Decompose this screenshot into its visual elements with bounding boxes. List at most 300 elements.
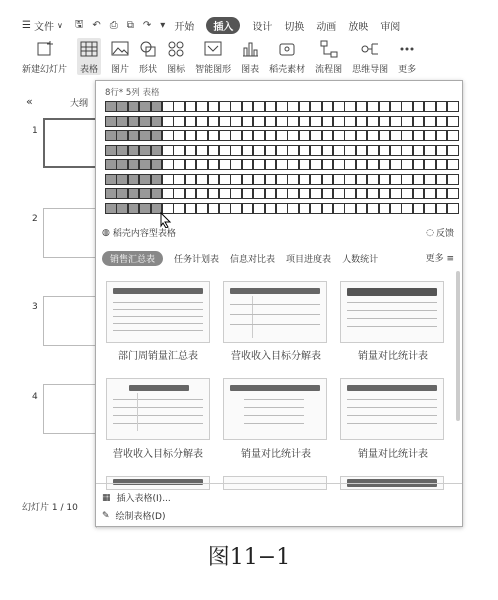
- grid-cell[interactable]: [116, 174, 128, 185]
- grid-cell[interactable]: [424, 203, 436, 214]
- file-menu[interactable]: ☰ 文件 ∨: [22, 19, 63, 33]
- grid-cell[interactable]: [390, 203, 402, 214]
- grid-cell[interactable]: [162, 188, 174, 199]
- grid-cell[interactable]: [230, 101, 242, 112]
- grid-cell[interactable]: [356, 188, 368, 199]
- grid-cell[interactable]: [128, 203, 140, 214]
- grid-cell[interactable]: [333, 101, 345, 112]
- grid-cell[interactable]: [344, 159, 356, 170]
- grid-cell[interactable]: [287, 159, 299, 170]
- grid-cell[interactable]: [390, 116, 402, 127]
- grid-cell[interactable]: [367, 174, 379, 185]
- grid-cell[interactable]: [230, 203, 242, 214]
- grid-cell[interactable]: [379, 203, 391, 214]
- grid-cell[interactable]: [265, 188, 277, 199]
- grid-cell[interactable]: [151, 101, 163, 112]
- grid-cell[interactable]: [139, 159, 151, 170]
- grid-cell[interactable]: [413, 159, 425, 170]
- grid-cell[interactable]: [105, 159, 117, 170]
- grid-cell[interactable]: [128, 101, 140, 112]
- grid-cell[interactable]: [390, 188, 402, 199]
- grid-cell[interactable]: [276, 130, 288, 141]
- grid-cell[interactable]: [299, 130, 311, 141]
- grid-cell[interactable]: [265, 116, 277, 127]
- redo-icon[interactable]: ↷: [142, 19, 152, 31]
- grid-cell[interactable]: [379, 101, 391, 112]
- grid-cell[interactable]: [208, 145, 220, 156]
- grid-cell[interactable]: [128, 159, 140, 170]
- grid-cell[interactable]: [390, 159, 402, 170]
- smart-table-link[interactable]: ◍ 稻壳内容型表格: [102, 227, 176, 239]
- grid-cell[interactable]: [356, 174, 368, 185]
- tab-design[interactable]: 设计: [252, 21, 273, 33]
- picture-button[interactable]: 图片: [111, 38, 129, 75]
- grid-cell[interactable]: [151, 159, 163, 170]
- more-icon: [398, 40, 416, 58]
- grid-cell[interactable]: [436, 159, 448, 170]
- grid-cell[interactable]: [424, 130, 436, 141]
- grid-cell[interactable]: [310, 130, 322, 141]
- new-slide-button[interactable]: 新建幻灯片: [22, 38, 67, 75]
- grid-cell[interactable]: [139, 188, 151, 199]
- grid-cell[interactable]: [265, 145, 277, 156]
- grid-cell[interactable]: [299, 101, 311, 112]
- shape-button[interactable]: 形状: [139, 38, 157, 75]
- grid-cell[interactable]: [436, 145, 448, 156]
- grid-cell[interactable]: [424, 188, 436, 199]
- grid-cell[interactable]: [333, 130, 345, 141]
- grid-cell[interactable]: [413, 174, 425, 185]
- category-tab[interactable]: 任务计划表: [174, 254, 220, 265]
- grid-cell[interactable]: [208, 116, 220, 127]
- grid-cell[interactable]: [356, 159, 368, 170]
- grid-cell[interactable]: [367, 145, 379, 156]
- grid-cell[interactable]: [447, 101, 459, 112]
- grid-cell[interactable]: [333, 174, 345, 185]
- grid-cell[interactable]: [424, 174, 436, 185]
- grid-cell[interactable]: [356, 116, 368, 127]
- grid-cell[interactable]: [424, 101, 436, 112]
- grid-cell[interactable]: [208, 203, 220, 214]
- grid-cell[interactable]: [173, 174, 185, 185]
- grid-cell[interactable]: [105, 116, 117, 127]
- template-thumbnail[interactable]: [223, 281, 327, 343]
- grid-cell[interactable]: [401, 130, 413, 141]
- grid-cell[interactable]: [196, 159, 208, 170]
- grid-cell[interactable]: [105, 145, 117, 156]
- grid-cell[interactable]: [344, 116, 356, 127]
- tab-transition[interactable]: 切换: [284, 21, 305, 33]
- grid-cell[interactable]: [379, 159, 391, 170]
- grid-cell[interactable]: [242, 188, 254, 199]
- tab-animation[interactable]: 动画: [316, 21, 337, 33]
- grid-cell[interactable]: [390, 101, 402, 112]
- grid-cell[interactable]: [356, 203, 368, 214]
- more-templates-button[interactable]: 更多 ≡: [425, 254, 454, 264]
- grid-cell[interactable]: [436, 188, 448, 199]
- grid-cell[interactable]: [116, 101, 128, 112]
- grid-cell[interactable]: [276, 145, 288, 156]
- grid-cell[interactable]: [242, 159, 254, 170]
- collapse-panel-button[interactable]: «: [26, 95, 33, 108]
- grid-cell[interactable]: [379, 130, 391, 141]
- grid-cell[interactable]: [173, 130, 185, 141]
- scrollbar[interactable]: [456, 271, 460, 421]
- grid-cell[interactable]: [139, 203, 151, 214]
- grid-cell[interactable]: [230, 116, 242, 127]
- grid-cell[interactable]: [367, 116, 379, 127]
- grid-cell[interactable]: [322, 188, 334, 199]
- grid-cell[interactable]: [299, 159, 311, 170]
- grid-cell[interactable]: [344, 174, 356, 185]
- save-icon[interactable]: 🖫: [74, 18, 84, 30]
- grid-cell[interactable]: [162, 174, 174, 185]
- grid-cell[interactable]: [196, 130, 208, 141]
- grid-cell[interactable]: [219, 130, 231, 141]
- grid-cell[interactable]: [185, 145, 197, 156]
- grid-cell[interactable]: [185, 188, 197, 199]
- tab-review[interactable]: 审阅: [380, 21, 401, 33]
- grid-cell[interactable]: [276, 203, 288, 214]
- grid-cell[interactable]: [185, 174, 197, 185]
- grid-cell[interactable]: [424, 116, 436, 127]
- category-tab[interactable]: 销售汇总表: [102, 251, 163, 266]
- grid-cell[interactable]: [344, 145, 356, 156]
- grid-cell[interactable]: [276, 174, 288, 185]
- grid-cell[interactable]: [242, 101, 254, 112]
- slide-thumbnail-4[interactable]: [43, 384, 101, 434]
- grid-cell[interactable]: [310, 116, 322, 127]
- template-thumbnail[interactable]: [340, 378, 444, 440]
- grid-cell[interactable]: [230, 145, 242, 156]
- flowchart-button[interactable]: 流程图: [315, 38, 342, 75]
- grid-cell[interactable]: [344, 101, 356, 112]
- grid-cell[interactable]: [253, 203, 265, 214]
- chart-button[interactable]: 图表: [241, 38, 259, 75]
- grid-cell[interactable]: [219, 101, 231, 112]
- grid-cell[interactable]: [265, 101, 277, 112]
- grid-cell[interactable]: [344, 130, 356, 141]
- slide-thumbnail-3[interactable]: [43, 296, 101, 346]
- template-thumbnail[interactable]: [223, 378, 327, 440]
- grid-cell[interactable]: [105, 188, 117, 199]
- grid-cell[interactable]: [356, 101, 368, 112]
- grid-cell[interactable]: [401, 188, 413, 199]
- grid-cell[interactable]: [151, 174, 163, 185]
- grid-cell[interactable]: [173, 116, 185, 127]
- grid-cell[interactable]: [162, 145, 174, 156]
- grid-cell[interactable]: [299, 203, 311, 214]
- grid-cell[interactable]: [436, 203, 448, 214]
- grid-cell[interactable]: [276, 101, 288, 112]
- grid-cell[interactable]: [436, 130, 448, 141]
- grid-cell[interactable]: [242, 145, 254, 156]
- grid-cell[interactable]: [162, 159, 174, 170]
- grid-cell[interactable]: [333, 203, 345, 214]
- grid-cell[interactable]: [242, 203, 254, 214]
- grid-cell[interactable]: [367, 203, 379, 214]
- grid-cell[interactable]: [230, 174, 242, 185]
- grid-cell[interactable]: [390, 130, 402, 141]
- grid-cell[interactable]: [173, 188, 185, 199]
- grid-cell[interactable]: [208, 130, 220, 141]
- print-icon[interactable]: ⎙: [109, 19, 118, 31]
- category-tab[interactable]: 项目进度表: [286, 254, 332, 265]
- grid-cell[interactable]: [105, 174, 117, 185]
- grid-cell[interactable]: [173, 159, 185, 170]
- template-thumbnail[interactable]: [106, 378, 210, 440]
- grid-cell[interactable]: [424, 159, 436, 170]
- grid-cell[interactable]: [253, 174, 265, 185]
- undo-icon[interactable]: ↶: [92, 19, 101, 31]
- table-button[interactable]: 表格: [77, 38, 101, 75]
- grid-cell[interactable]: [253, 159, 265, 170]
- grid-cell[interactable]: [299, 188, 311, 199]
- grid-cell[interactable]: [287, 174, 299, 185]
- grid-cell[interactable]: [447, 145, 459, 156]
- grid-cell[interactable]: [344, 188, 356, 199]
- grid-cell[interactable]: [128, 116, 140, 127]
- grid-cell[interactable]: [322, 159, 334, 170]
- grid-cell[interactable]: [390, 145, 402, 156]
- grid-cell[interactable]: [219, 188, 231, 199]
- grid-cell[interactable]: [276, 159, 288, 170]
- grid-cell[interactable]: [208, 174, 220, 185]
- grid-cell[interactable]: [322, 101, 334, 112]
- grid-cell[interactable]: [367, 188, 379, 199]
- grid-cell[interactable]: [116, 188, 128, 199]
- grid-cell[interactable]: [379, 174, 391, 185]
- grid-cell[interactable]: [185, 159, 197, 170]
- grid-cell[interactable]: [116, 145, 128, 156]
- grid-cell[interactable]: [447, 203, 459, 214]
- grid-cell[interactable]: [287, 130, 299, 141]
- grid-cell[interactable]: [196, 174, 208, 185]
- table-size-grid[interactable]: [105, 101, 461, 218]
- grid-cell[interactable]: [105, 101, 117, 112]
- grid-cell[interactable]: [151, 116, 163, 127]
- grid-cell[interactable]: [219, 174, 231, 185]
- tab-home[interactable]: 开始: [174, 21, 195, 33]
- grid-cell[interactable]: [128, 188, 140, 199]
- grid-cell[interactable]: [173, 101, 185, 112]
- grid-cell[interactable]: [333, 145, 345, 156]
- grid-cell[interactable]: [413, 188, 425, 199]
- grid-cell[interactable]: [390, 174, 402, 185]
- grid-cell[interactable]: [230, 159, 242, 170]
- grid-cell[interactable]: [367, 101, 379, 112]
- picture-icon: [111, 40, 129, 58]
- feedback-button[interactable]: ◌ 反馈: [426, 227, 454, 239]
- category-tab[interactable]: 人数统计: [342, 254, 379, 265]
- grid-cell[interactable]: [173, 145, 185, 156]
- grid-cell[interactable]: [413, 101, 425, 112]
- grid-cell[interactable]: [116, 159, 128, 170]
- grid-cell[interactable]: [185, 203, 197, 214]
- grid-cell[interactable]: [413, 130, 425, 141]
- grid-cell[interactable]: [230, 188, 242, 199]
- grid-cell[interactable]: [424, 145, 436, 156]
- grid-cell[interactable]: [310, 145, 322, 156]
- grid-cell[interactable]: [401, 116, 413, 127]
- slide-thumbnail-2[interactable]: [43, 208, 101, 258]
- grid-cell[interactable]: [242, 174, 254, 185]
- grid-cell[interactable]: [379, 188, 391, 199]
- grid-cell[interactable]: [219, 116, 231, 127]
- grid-cell[interactable]: [310, 174, 322, 185]
- grid-cell[interactable]: [436, 116, 448, 127]
- grid-cell[interactable]: [333, 159, 345, 170]
- draw-table-menu-item[interactable]: ✎ 绘制表格(D): [102, 510, 166, 522]
- grid-cell[interactable]: [139, 145, 151, 156]
- grid-cell[interactable]: [322, 130, 334, 141]
- grid-cell[interactable]: [367, 130, 379, 141]
- grid-cell[interactable]: [185, 130, 197, 141]
- smartart-button[interactable]: 智能图形: [195, 38, 231, 75]
- grid-cell[interactable]: [401, 101, 413, 112]
- grid-cell[interactable]: [447, 116, 459, 127]
- slide-counter: 幻灯片 1 / 10: [22, 503, 78, 513]
- grid-cell[interactable]: [253, 101, 265, 112]
- grid-cell[interactable]: [253, 145, 265, 156]
- table-icon: [80, 40, 98, 58]
- grid-cell[interactable]: [105, 130, 117, 141]
- grid-cell[interactable]: [128, 174, 140, 185]
- figure-caption: 图11−1: [207, 545, 291, 570]
- grid-cell[interactable]: [299, 145, 311, 156]
- grid-cell[interactable]: [413, 203, 425, 214]
- grid-cell[interactable]: [310, 203, 322, 214]
- grid-cell[interactable]: [436, 101, 448, 112]
- grid-cell[interactable]: [139, 174, 151, 185]
- grid-cell[interactable]: [322, 203, 334, 214]
- grid-cell[interactable]: [447, 159, 459, 170]
- grid-cell[interactable]: [310, 159, 322, 170]
- grid-cell[interactable]: [151, 130, 163, 141]
- grid-cell[interactable]: [253, 116, 265, 127]
- grid-cell[interactable]: [219, 159, 231, 170]
- grid-cell[interactable]: [287, 203, 299, 214]
- template-thumbnail[interactable]: [340, 281, 444, 343]
- grid-cell[interactable]: [139, 101, 151, 112]
- grid-cell[interactable]: [322, 174, 334, 185]
- grid-cell[interactable]: [299, 174, 311, 185]
- more-button[interactable]: 更多: [398, 38, 416, 75]
- grid-cell[interactable]: [379, 145, 391, 156]
- grid-cell[interactable]: [116, 130, 128, 141]
- tab-slideshow[interactable]: 放映: [348, 21, 369, 33]
- slide-thumbnail-1[interactable]: [43, 118, 101, 168]
- grid-cell[interactable]: [116, 116, 128, 127]
- grid-cell[interactable]: [208, 101, 220, 112]
- grid-cell[interactable]: [287, 188, 299, 199]
- docer-material-button[interactable]: 稻壳素材: [269, 38, 305, 75]
- grid-cell[interactable]: [139, 130, 151, 141]
- mindmap-button[interactable]: 思维导图: [352, 38, 388, 75]
- grid-cell[interactable]: [208, 159, 220, 170]
- grid-cell[interactable]: [253, 188, 265, 199]
- grid-cell[interactable]: [230, 130, 242, 141]
- grid-cell[interactable]: [162, 116, 174, 127]
- grid-cell[interactable]: [436, 174, 448, 185]
- grid-cell[interactable]: [356, 130, 368, 141]
- preview-icon[interactable]: ⧉: [126, 19, 134, 31]
- grid-cell[interactable]: [379, 116, 391, 127]
- tab-insert[interactable]: 插入: [206, 17, 240, 34]
- grid-cell[interactable]: [265, 174, 277, 185]
- grid-cell[interactable]: [253, 130, 265, 141]
- grid-cell[interactable]: [242, 116, 254, 127]
- grid-cell[interactable]: [310, 188, 322, 199]
- grid-cell[interactable]: [185, 101, 197, 112]
- template-thumbnail[interactable]: [106, 281, 210, 343]
- dropdown-icon[interactable]: ▾: [160, 19, 166, 31]
- grid-cell[interactable]: [299, 116, 311, 127]
- grid-cell[interactable]: [333, 116, 345, 127]
- grid-cell[interactable]: [196, 203, 208, 214]
- icon-button[interactable]: 图标: [167, 38, 185, 75]
- insert-table-menu-item[interactable]: ▦ 插入表格(I)...: [102, 492, 171, 504]
- grid-cell[interactable]: [196, 188, 208, 199]
- grid-cell[interactable]: [401, 174, 413, 185]
- grid-cell[interactable]: [196, 116, 208, 127]
- grid-cell[interactable]: [447, 174, 459, 185]
- grid-cell[interactable]: [162, 101, 174, 112]
- grid-cell[interactable]: [105, 203, 117, 214]
- grid-cell[interactable]: [401, 159, 413, 170]
- grid-cell[interactable]: [208, 188, 220, 199]
- grid-cell[interactable]: [196, 101, 208, 112]
- grid-cell[interactable]: [447, 188, 459, 199]
- grid-cell[interactable]: [151, 145, 163, 156]
- grid-cell[interactable]: [219, 203, 231, 214]
- grid-cell[interactable]: [139, 116, 151, 127]
- grid-cell[interactable]: [162, 130, 174, 141]
- grid-cell[interactable]: [287, 116, 299, 127]
- grid-cell[interactable]: [276, 188, 288, 199]
- grid-cell[interactable]: [151, 188, 163, 199]
- grid-cell[interactable]: [185, 116, 197, 127]
- grid-cell[interactable]: [367, 159, 379, 170]
- grid-cell[interactable]: [287, 145, 299, 156]
- grid-cell[interactable]: [413, 116, 425, 127]
- grid-cell[interactable]: [128, 145, 140, 156]
- category-tab[interactable]: 信息对比表: [230, 254, 276, 265]
- grid-cell[interactable]: [310, 101, 322, 112]
- outline-tab[interactable]: 大纲: [70, 99, 89, 109]
- grid-cell[interactable]: [401, 203, 413, 214]
- grid-cell[interactable]: [276, 116, 288, 127]
- grid-cell[interactable]: [356, 145, 368, 156]
- grid-cell[interactable]: [413, 145, 425, 156]
- grid-cell[interactable]: [219, 145, 231, 156]
- grid-cell[interactable]: [265, 130, 277, 141]
- grid-cell[interactable]: [265, 203, 277, 214]
- grid-cell[interactable]: [242, 130, 254, 141]
- grid-cell[interactable]: [322, 116, 334, 127]
- grid-cell[interactable]: [173, 203, 185, 214]
- grid-cell[interactable]: [344, 203, 356, 214]
- grid-cell[interactable]: [401, 145, 413, 156]
- grid-cell[interactable]: [196, 145, 208, 156]
- grid-cell[interactable]: [265, 159, 277, 170]
- grid-cell[interactable]: [128, 130, 140, 141]
- grid-cell[interactable]: [333, 188, 345, 199]
- grid-cell[interactable]: [447, 130, 459, 141]
- grid-cell[interactable]: [116, 203, 128, 214]
- grid-cell[interactable]: [322, 145, 334, 156]
- grid-cell[interactable]: [287, 101, 299, 112]
